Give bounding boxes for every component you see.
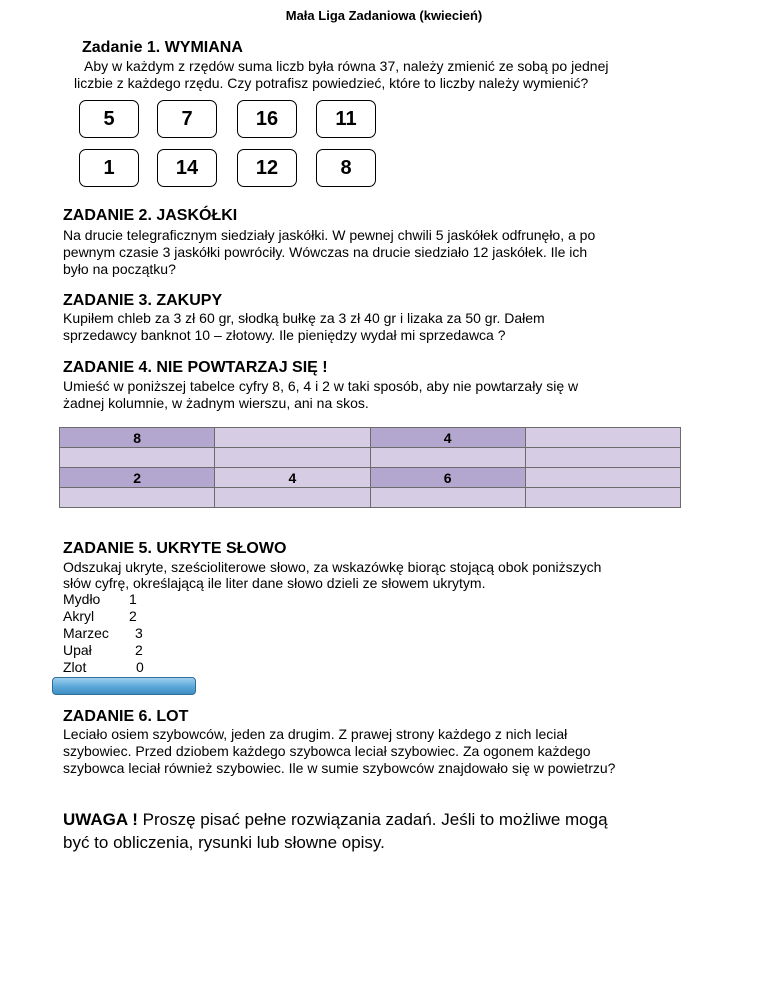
word-count: 3: [135, 625, 143, 641]
task1-line1: Aby w każdym z rzędów suma liczb była równa 37, należy zmienić ze sobą po jednej: [84, 58, 609, 74]
number-box: 5: [79, 100, 139, 138]
grid-cell[interactable]: 6: [370, 468, 525, 488]
word-row: [63, 642, 144, 659]
task3-heading: ZADANIE 3. ZAKUPY: [63, 292, 223, 309]
answer-input-bar[interactable]: [52, 677, 196, 695]
task4-line1: Umieść w poniższej tabelce cyfry 8, 6, 4 i 2 w taki sposób, aby nie powtarzały się w: [63, 378, 579, 394]
grid-cell[interactable]: [215, 488, 370, 508]
task4-line2: żadnej kolumnie, w żadnym wierszu, ani na skos.: [63, 395, 369, 411]
note-label: UWAGA !: [63, 810, 138, 829]
grid-cell[interactable]: [525, 448, 680, 468]
task2-line2: pewnym czasie 3 jaskółki powróciły. Wówczas na drucie siedziało 12 jaskółek. Ile ich: [63, 244, 588, 260]
grid-cell[interactable]: [370, 448, 525, 468]
grid-row: [60, 468, 681, 488]
number-grid: [59, 427, 681, 508]
grid-cell[interactable]: [525, 428, 680, 448]
word-row: [63, 591, 144, 608]
number-box: 16: [237, 100, 297, 138]
word: Zlot: [63, 659, 87, 675]
grid-cell[interactable]: 4: [370, 428, 525, 448]
word-row: [63, 608, 144, 625]
word-count: 2: [129, 608, 137, 624]
task6-heading: ZADANIE 6. LOT: [63, 708, 189, 725]
word: Mydło: [63, 591, 101, 607]
grid-cell[interactable]: [215, 448, 370, 468]
note-text: Proszę pisać pełne rozwiązania zadań. Jeśli to możliwe mogą: [137, 810, 608, 829]
note-line2: być to obliczenia, rysunki lub słowne opisy.: [63, 833, 385, 852]
word: Akryl: [63, 608, 95, 624]
number-box: 1: [79, 149, 139, 187]
grid-row: [60, 448, 681, 468]
word-count: 1: [129, 591, 137, 607]
task6-line2: szybowiec. Przed dziobem każdego szybowca leciał szybowiec. Za ogonem każdego: [63, 743, 591, 759]
page-title: Mała Liga Zadaniowa (kwiecień): [285, 8, 483, 23]
grid-cell[interactable]: [215, 428, 370, 448]
grid-cell[interactable]: [525, 468, 680, 488]
task3-line1: Kupiłem chleb za 3 zł 60 gr, słodką bułkę za 3 zł 40 gr i lizaka za 50 gr. Dałem: [63, 310, 545, 326]
note: [63, 808, 683, 854]
grid-cell[interactable]: [370, 488, 525, 508]
word-list: [63, 591, 144, 676]
word-row: [63, 625, 144, 642]
word-row: [63, 659, 144, 676]
number-box: 7: [157, 100, 217, 138]
word: Upał: [63, 642, 92, 658]
task1-line2: liczbie z każdego rzędu. Czy potrafisz powiedzieć, które to liczby należy wymienić?: [74, 75, 589, 91]
word-count: 0: [136, 659, 144, 675]
task4-heading: ZADANIE 4. NIE POWTARZAJ SIĘ !: [63, 359, 328, 376]
number-box: 11: [316, 100, 376, 138]
grid-cell[interactable]: [525, 488, 680, 508]
task5-line1: Odszukaj ukryte, sześcioliterowe słowo, za wskazówkę biorąc stojącą obok poniższych: [63, 559, 602, 575]
grid-cell[interactable]: 4: [215, 468, 370, 488]
note-line1: [63, 808, 683, 831]
task2-line1: Na drucie telegraficznym siedziały jaskółki. W pewnej chwili 5 jaskółek odfrunęło, a po: [63, 227, 596, 243]
grid-row: [60, 428, 681, 448]
grid-cell[interactable]: 2: [60, 468, 215, 488]
task1-heading: Zadanie 1. WYMIANA: [82, 39, 243, 56]
grid-cell[interactable]: 8: [60, 428, 215, 448]
task2-line3: było na początku?: [63, 261, 176, 277]
grid-cell[interactable]: [60, 488, 215, 508]
number-box: 14: [157, 149, 217, 187]
task6-line3: szybowca leciał również szybowiec. Ile w sumie szybowców znajdowało się w powietrzu?: [63, 760, 616, 776]
task3-line2: sprzedawcy banknot 10 – złotowy. Ile pieniędzy wydał mi sprzedawca ?: [63, 327, 506, 343]
number-box: 8: [316, 149, 376, 187]
number-box: 12: [237, 149, 297, 187]
grid-row: [60, 488, 681, 508]
word-count: 2: [135, 642, 143, 658]
task6-line1: Leciało osiem szybowców, jeden za drugim. Z prawej strony każdego z nich leciał: [63, 726, 568, 742]
word: Marzec: [63, 625, 109, 641]
grid-cell[interactable]: [60, 448, 215, 468]
task2-heading: ZADANIE 2. JASKÓŁKI: [63, 207, 238, 224]
task5-line2: słów cyfrę, określającą ile liter dane słowo dzieli ze słowem ukrytym.: [63, 575, 486, 591]
task5-heading: ZADANIE 5. UKRYTE SŁOWO: [63, 540, 287, 557]
